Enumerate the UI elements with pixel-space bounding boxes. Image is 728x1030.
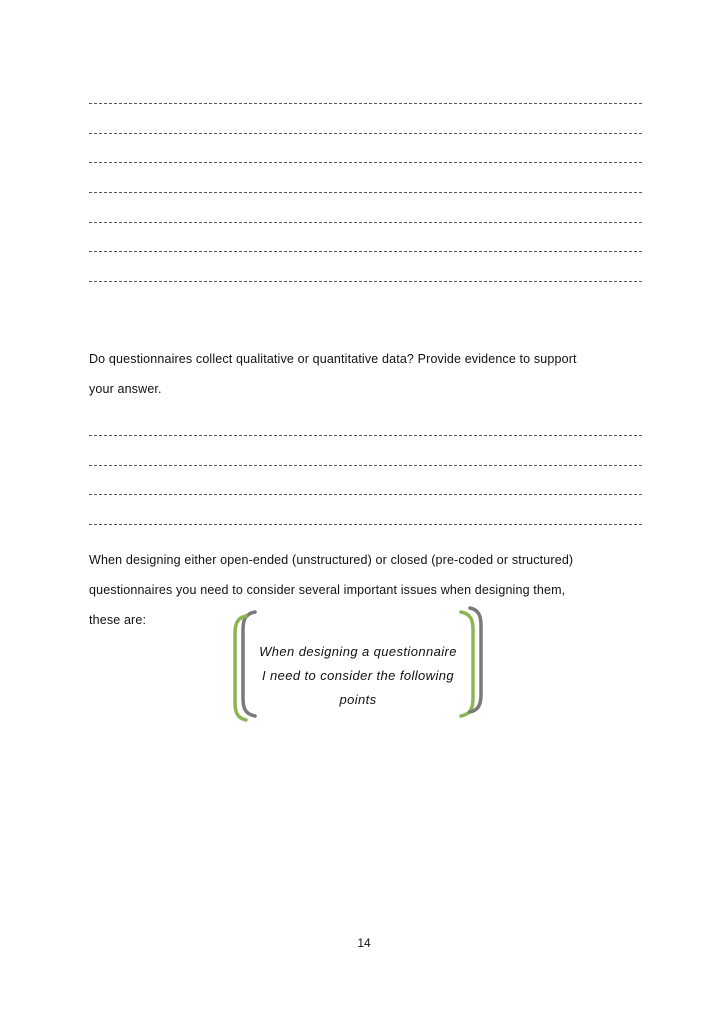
- answer-line[interactable]: [89, 281, 642, 282]
- callout-line: I need to consider the following: [261, 668, 455, 683]
- answer-line[interactable]: [89, 435, 642, 436]
- answer-line[interactable]: [89, 465, 642, 466]
- answer-line[interactable]: [89, 103, 642, 104]
- callout-line: When designing a questionnaire: [259, 644, 457, 659]
- bracket-callout: [228, 606, 488, 724]
- intro-line: these are:: [89, 613, 147, 627]
- answer-line[interactable]: [89, 133, 642, 134]
- answer-line[interactable]: [89, 162, 642, 163]
- answer-line[interactable]: [89, 222, 642, 223]
- intro-line: When designing either open-ended (unstructured) or closed (pre-coded or structured): [89, 553, 574, 567]
- question-line: your answer.: [89, 382, 162, 396]
- answer-line[interactable]: [89, 251, 642, 252]
- callout-line: points: [339, 692, 377, 707]
- question-line: Do questionnaires collect qualitative or quantitative data? Provide evidence to support: [89, 352, 577, 366]
- page-number: 14: [357, 936, 371, 950]
- answer-line[interactable]: [89, 494, 642, 495]
- answer-line[interactable]: [89, 524, 642, 525]
- question-text: [89, 344, 649, 404]
- answer-line[interactable]: [89, 192, 642, 193]
- callout-text: [228, 640, 488, 712]
- intro-line: questionnaires you need to consider several important issues when designing them,: [89, 583, 566, 597]
